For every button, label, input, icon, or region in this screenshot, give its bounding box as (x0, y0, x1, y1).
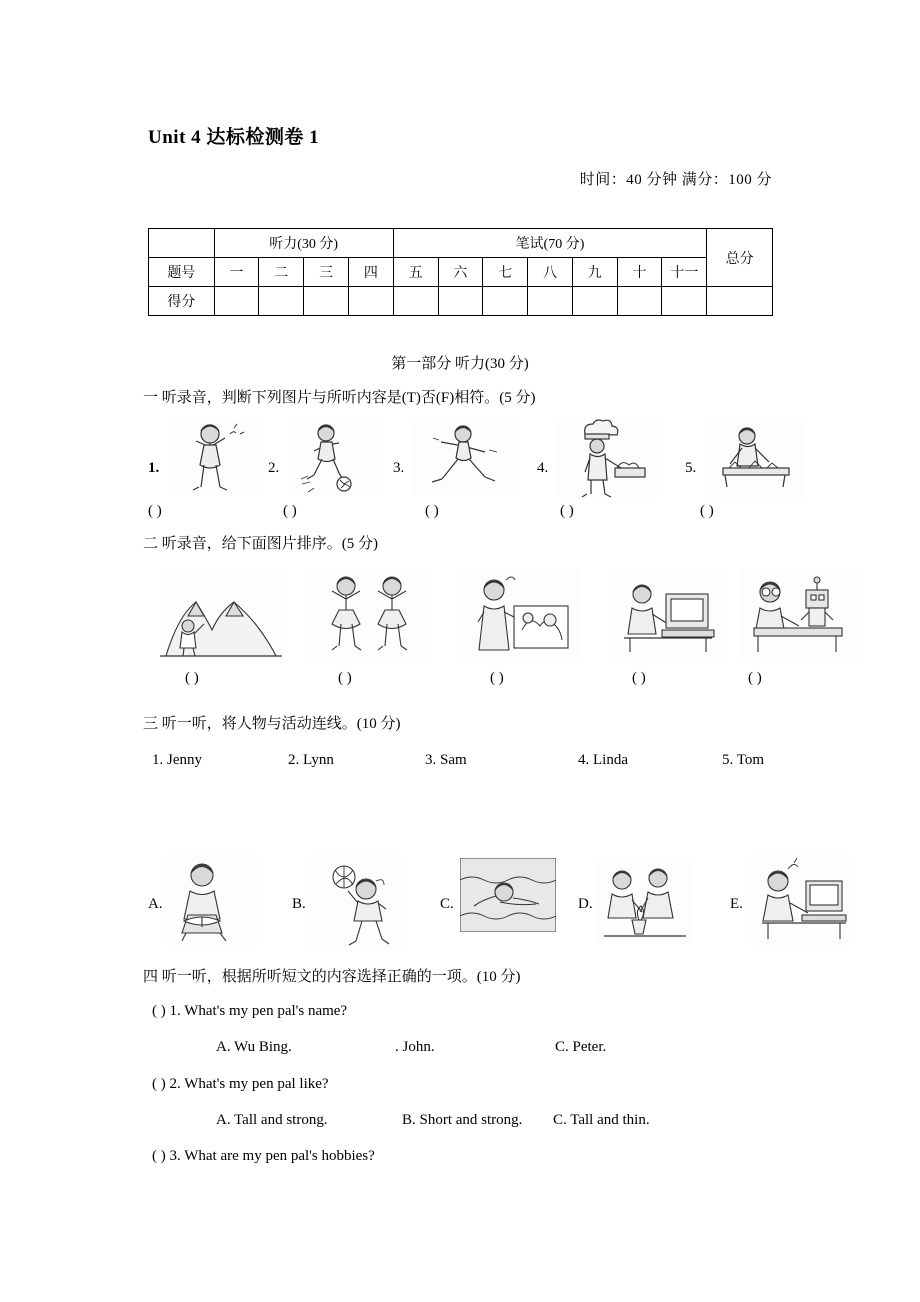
page-title: Unit 4 达标检测卷 1 (148, 127, 320, 148)
score-cell[interactable] (304, 287, 349, 316)
chef-cooking-icon (557, 418, 657, 498)
q4-item-2 (152, 1076, 329, 1093)
table-row-scores (149, 287, 773, 316)
q2-answer-2[interactable]: ( ) (338, 670, 352, 686)
q4-option-1a[interactable]: A. Wu Bing. (216, 1039, 292, 1055)
score-cell[interactable] (393, 287, 438, 316)
q3-pic-label-a: A. (148, 896, 163, 912)
score-num-10: 十 (617, 258, 662, 287)
question-3-text: 三 听一听，将人物与活动连线。(10 分) (143, 716, 401, 732)
score-header-listening: 听力(30 分) (214, 229, 393, 258)
q4-option-2b[interactable]: B. Short and strong. (402, 1112, 523, 1128)
score-cell[interactable] (662, 287, 707, 316)
q1-label-2: 2. (268, 460, 280, 476)
q4-option-2c[interactable]: C. Tall and thin. (553, 1112, 650, 1128)
q3-name-4: 4. Linda (578, 752, 628, 768)
q1-label-5: 5. (685, 460, 697, 476)
two-girls-dancing-icon (310, 568, 430, 660)
boy-swimming-icon (460, 858, 556, 932)
q3-name-5: 5. Tom (722, 752, 765, 768)
q1-label-3: 3. (393, 460, 405, 476)
q2-answer-4[interactable]: ( ) (632, 670, 646, 686)
boy-kungfu-icon (413, 418, 513, 496)
score-num-9: 九 (572, 258, 617, 287)
q4-bracket-3[interactable]: ( ) (152, 1148, 166, 1164)
q1-answer-4[interactable]: ( ) (560, 503, 574, 519)
q1-label-1: 1. (148, 460, 160, 476)
q3-name-2: 2. Lynn (288, 752, 334, 768)
q1-label-4: 4. (537, 460, 549, 476)
score-num-3: 三 (304, 258, 349, 287)
score-num-6: 六 (438, 258, 483, 287)
children-planting-icon (596, 858, 692, 944)
score-cell-total[interactable] (707, 287, 773, 316)
score-cell[interactable] (259, 287, 304, 316)
q2-answer-3[interactable]: ( ) (490, 670, 504, 686)
score-num-7: 七 (483, 258, 528, 287)
score-cell[interactable] (348, 287, 393, 316)
part-1-heading: 第一部分 听力(30 分) (391, 356, 529, 372)
score-num-4: 四 (348, 258, 393, 287)
score-num-2: 二 (259, 258, 304, 287)
question-4-text: 四 听一听，根据所听短文的内容选择正确的一项。(10 分) (143, 969, 521, 985)
boy-playing-football-icon (288, 418, 378, 496)
boy-doing-craft-icon (705, 418, 805, 498)
question-2-text: 二 听录音，给下面图片排序。(5 分) (143, 536, 378, 552)
q4-stem-3: What are my pen pal's hobbies? (184, 1148, 375, 1164)
score-cell[interactable] (572, 287, 617, 316)
table-row-header (149, 229, 773, 258)
score-table-blank-corner (149, 229, 215, 258)
q3-pic-label-d: D. (578, 896, 593, 912)
score-num-5: 五 (393, 258, 438, 287)
q4-item-1 (152, 1003, 347, 1020)
score-num-11: 十一 (662, 258, 707, 287)
boy-reading-book-icon (166, 855, 262, 945)
table-row-numbers (149, 258, 773, 287)
score-header-total: 总分 (707, 229, 773, 287)
q2-answer-5[interactable]: ( ) (748, 670, 762, 686)
q3-pic-label-c: C. (440, 896, 454, 912)
score-cell[interactable] (483, 287, 528, 316)
boy-at-computer-icon (608, 568, 726, 660)
q4-number-1: 1. (169, 1003, 181, 1019)
girl-playing-volleyball-icon (310, 855, 406, 947)
boy-hiking-mountain-icon (160, 568, 282, 660)
score-table (148, 228, 773, 316)
q4-bracket-1[interactable]: ( ) (152, 1003, 166, 1019)
q4-option-2a[interactable]: A. Tall and strong. (216, 1112, 328, 1128)
q3-name-1: 1. Jenny (152, 752, 202, 768)
score-cell[interactable] (438, 287, 483, 316)
q4-stem-2: What's my pen pal like? (184, 1076, 329, 1092)
boy-using-computer-icon (750, 855, 850, 945)
q3-pic-label-b: B. (292, 896, 306, 912)
score-row-label-2: 得分 (149, 287, 215, 316)
q3-name-3: 3. Sam (425, 752, 467, 768)
q1-answer-2[interactable]: ( ) (283, 503, 297, 519)
score-cell[interactable] (528, 287, 573, 316)
score-cell[interactable] (617, 287, 662, 316)
q4-option-1b[interactable]: . John. (395, 1039, 435, 1055)
q1-answer-1[interactable]: ( ) (148, 503, 162, 519)
girl-dancing-icon (168, 418, 258, 496)
q4-number-2: 2. (169, 1076, 181, 1092)
q1-answer-5[interactable]: ( ) (700, 503, 714, 519)
score-cell[interactable] (214, 287, 259, 316)
question-1-text: 一 听录音，判断下列图片与所听内容是(T)否(F)相符。(5 分) (143, 390, 536, 406)
score-row-label-1: 题号 (149, 258, 215, 287)
exam-info: 时间：40 分钟 满分：100 分 (579, 172, 772, 188)
score-header-written: 笔试(70 分) (393, 229, 706, 258)
q2-answer-1[interactable]: ( ) (185, 670, 199, 686)
score-num-1: 一 (214, 258, 259, 287)
q4-stem-1: What's my pen pal's name? (184, 1003, 348, 1019)
q4-item-3 (152, 1148, 375, 1165)
q3-pic-label-e: E. (730, 896, 743, 912)
boy-with-robot-icon (740, 568, 858, 660)
girl-showing-drawing-icon (462, 568, 580, 660)
q4-number-3: 3. (169, 1148, 181, 1164)
q1-answer-3[interactable]: ( ) (425, 503, 439, 519)
q4-option-1c[interactable]: C. Peter. (555, 1039, 607, 1055)
q4-bracket-2[interactable]: ( ) (152, 1076, 166, 1092)
score-num-8: 八 (528, 258, 573, 287)
